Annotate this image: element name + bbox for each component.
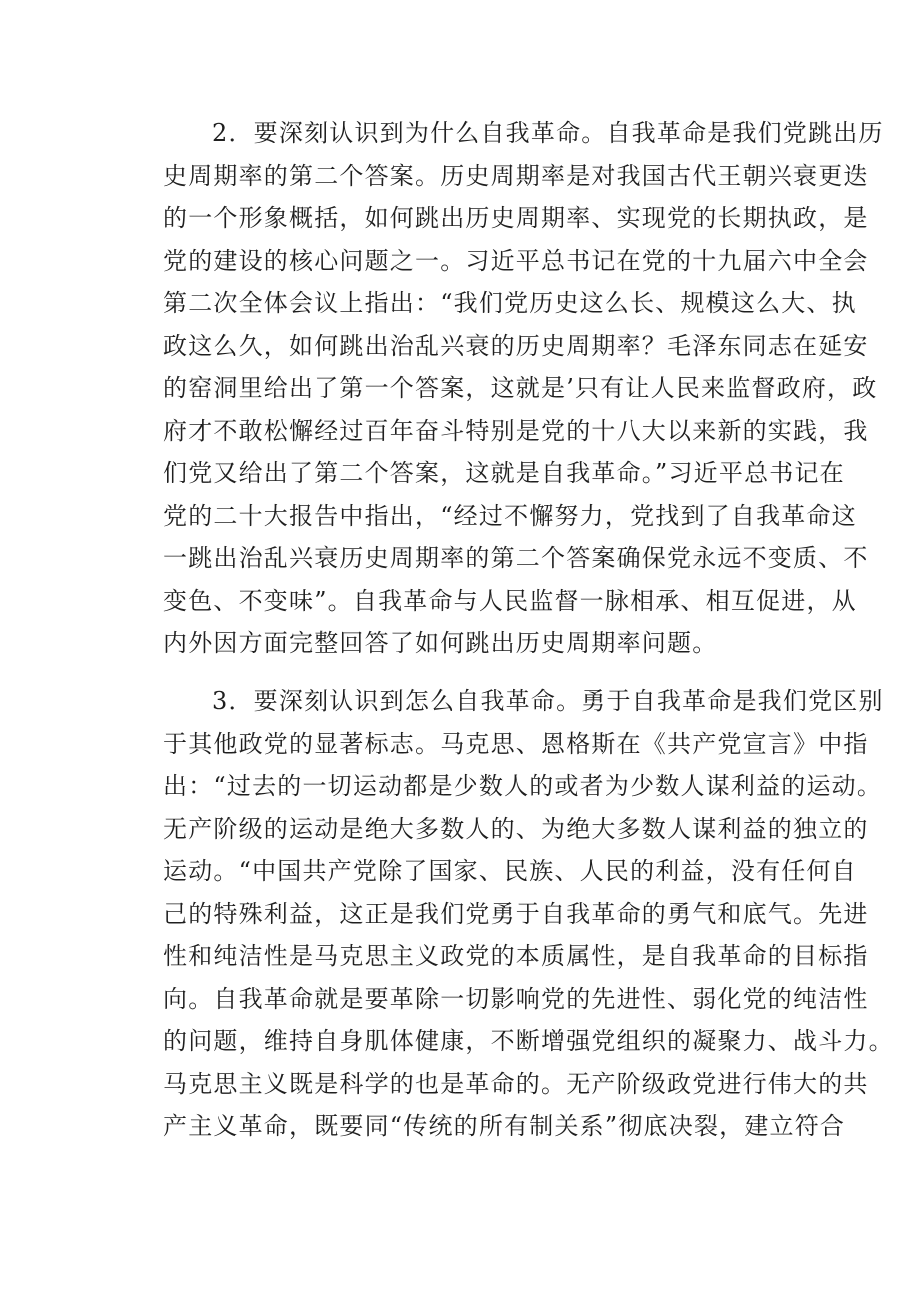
paragraph-line: 性和纯洁性是马克思主义政党的本质属性，是自我革命的目标指 [163, 942, 869, 970]
paragraph-line: 向。自我革命就是要革除一切影响党的先进性、弱化党的纯洁性 [163, 984, 869, 1013]
paragraph-line: 2．要深刻认识到为什么自我革命。自我革命是我们党跳出历 [212, 119, 884, 147]
paragraph-line: 于其他政党的显著标志。马克思、恩格斯在《共产党宣言》中指 [163, 729, 869, 758]
paragraph-line: 一跳出治乱兴衰历史周期率的第二个答案确保党永远不变质、不 [163, 544, 869, 572]
paragraph-line: 变色、不变味”。自我革命与人民监督一脉相承、相互促进，从 [163, 586, 857, 615]
paragraph-line: 马克思主义既是科学的也是革命的。无产阶级政党进行伟大的共 [163, 1069, 869, 1098]
paragraph-2 [163, 112, 884, 665]
paragraph-line: 第二次全体会议上指出：“我们党历史这么长、规模这么大、执 [163, 289, 857, 317]
paragraph-line: 运动。“中国共产党除了国家、民族、人民的利益，没有任何自 [163, 857, 857, 885]
paragraph-line: 3．要深刻认识到怎么自我革命。勇于自我革命是我们党区别 [212, 687, 884, 715]
paragraph-line: 的窑洞里给出了第一个答案，这就是’只有让人民来监督政府，政 [163, 374, 878, 402]
paragraph-line: 的一个形象概括，如何跳出历史周期率、实现党的长期执政，是 [163, 204, 869, 232]
paragraph-3 [163, 680, 894, 1148]
paragraph-line: 们党又给出了第二个答案，这就是自我革命。”习近平总书记在 [163, 459, 845, 487]
paragraph-line: 产主义革命，既要同“传统的所有制关系”彻底决裂，建立符合 [163, 1112, 846, 1140]
paragraph-line: 史周期率的第二个答案。历史周期率是对我国古代王朝兴衰更迭 [163, 161, 869, 190]
paragraph-line: 党的二十大报告中指出，“经过不懈努力，党找到了自我革命这 [163, 501, 857, 530]
paragraph-line: 己的特殊利益，这正是我们党勇于自我革命的勇气和底气。先进 [163, 899, 869, 928]
paragraph-line: 党的建设的核心问题之一。习近平总书记在党的十九届六中全会 [163, 246, 869, 275]
paragraph-line: 政这么久，如何跳出治乱兴衰的历史周期率？毛泽东同志在延安 [163, 331, 869, 360]
paragraph-line: 府才不敢松懈经过百年奋斗特别是党的十八大以来新的实践，我 [163, 416, 869, 445]
paragraph-line: 的问题，维持自身肌体健康，不断增强党组织的凝聚力、战斗力。 [163, 1027, 894, 1055]
paragraph-line: 出：“过去的一切运动都是少数人的或者为少数人谋利益的运动。 [163, 772, 883, 800]
paragraph-line: 无产阶级的运动是绝大多数人的、为绝大多数人谋利益的独立的 [163, 814, 869, 843]
paragraph-line: 内外因方面完整回答了如何跳出历史周期率问题。 [163, 629, 718, 657]
